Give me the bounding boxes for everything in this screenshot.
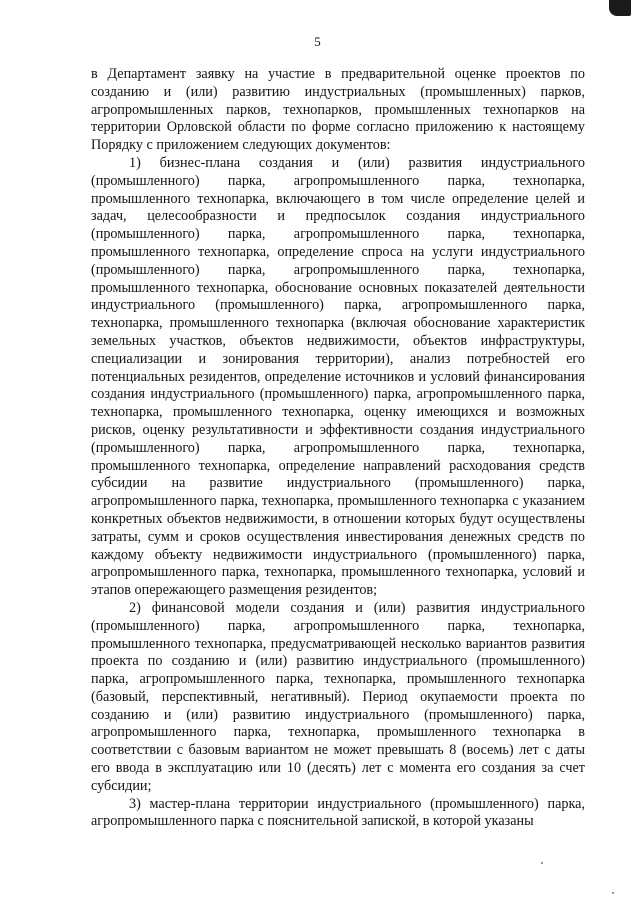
scan-speck: [541, 862, 543, 864]
scan-corner-mark: [609, 0, 631, 16]
paragraph-item-3-master-plan: 3) мастер-плана территории индустриального (промышленного) парка, агропромышленного парка с пояснительной запиской, в которой указаны: [91, 795, 585, 830]
paragraph-item-1-business-plan: 1) бизнес-плана создания и (или) развития индустриального (промышленного) парка, агропромышленного парка, технопарка, промышленного технопарка, включающего в том числе определение целей и задач, целесообразности и предпосылок создания индустриального (промышленного) парка, агропромышленного парка, технопарка, промышленного технопарка, определение спроса на услуги индустриального (промышленного) парка, агропромышленного парка, технопарка, промышленного технопарка, обоснование основных показателей деятельности индустриального (промышленного) парка, агропромышленного парка, технопарка, промышленного технопарка (включая обоснование характеристик земельных участков, объектов недвижимости, объектов инфраструктуры, специализации и зонирования территории), анализ потребностей его потенциальных резидентов, определение источников и условий финансирования создания индустриального (промышленного) парка, агропромышленного парка, технопарка, промышленного технопарка, оценку имеющихся и возможных рисков, оценку результативности и эффективности создания индустриального (промышленного) парка, агропромышленного парка, технопарка, промышленного технопарка, определение направлений расходования средств субсидии на развитие индустриального (промышленного) парка, агропромышленного парка, технопарка, промышленного технопарка с указанием конкретных объектов недвижимости, в отношении которых будут осуществлены затраты, сумм и сроков осуществления инвестирования денежных средств по каждому объекту недвижимости индустриального (промышленного) парка, агропромышленного парка, технопарка, промышленного технопарка, условий и этапов опережающего размещения резидентов;: [91, 154, 585, 599]
page-number: 5: [314, 34, 321, 49]
paragraph-item-2-financial-model: 2) финансовой модели создания и (или) развития индустриального (промышленного) парка, агропромышленного парка, технопарка, промышленного технопарка, предусматривающей несколько вариантов развития проекта по созданию и (или) развитию индустриального (промышленного) парка, агропромышленного парка, технопарка, промышленного технопарка (базовый, перспективный, негативный). Период окупаемости проекта по созданию и (или) развитию индустриального (промышленного) парка, агропромышленного парка, технопарка, промышленного технопарка в соответствии с базовым вариантом не может превышать 8 (восемь) лет с даты его ввода в эксплуатацию или 10 (десять) лет с момента его создания за счет субсидии;: [91, 599, 585, 794]
document-body: [91, 66, 585, 831]
scan-speck: [612, 892, 614, 894]
paragraph-intro: в Департамент заявку на участие в предварительной оценке проектов по созданию и (или) развитию индустриальных (промышленных) парков, агропромышленных парков, технопарков, промышленных технопарков на территории Орловской области по форме согласно приложению к настоящему Порядку с приложением следующих документов:: [91, 66, 585, 154]
